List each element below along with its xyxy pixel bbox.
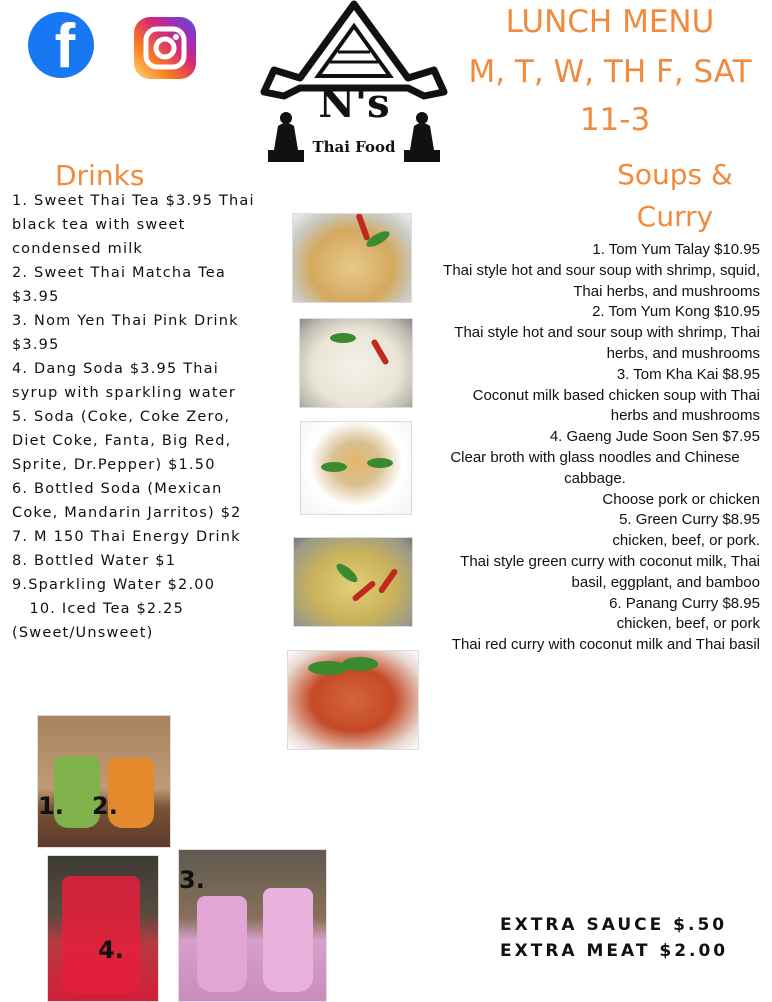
soup-desc: Thai style hot and sour soup with shrimp, squid, Thai herbs, and mushrooms xyxy=(443,261,760,300)
soup-desc: Clear broth with glass noodles and Chinese cabbage. xyxy=(450,448,740,487)
facebook-letter: f xyxy=(54,12,76,78)
curry-title: 6. Panang Curry $8.95 xyxy=(609,594,760,612)
curry-desc: Thai red curry with coconut milk and Thai basil xyxy=(451,636,760,654)
drink-item: 3. Nom Yen Thai Pink Drink $3.95 xyxy=(12,313,239,353)
soup-title: 1. Tom Yum Talay $10.95 xyxy=(592,241,760,258)
pink-drink-photo xyxy=(178,849,327,1002)
photo-number-3: 3. xyxy=(179,866,205,894)
instagram-glyph xyxy=(134,17,196,79)
soups-list xyxy=(430,240,760,656)
curry-title: 5. Green Curry $8.95 xyxy=(619,511,760,529)
logo-name: N's xyxy=(318,80,390,127)
thai-tea-photo xyxy=(37,715,171,848)
menu-days: M, T, W, TH F, SAT xyxy=(468,54,752,90)
soup-title: 4. Gaeng Jude Soon Sen $7.95 xyxy=(549,428,760,446)
drink-item: 1. Sweet Thai Tea $3.95 Thai black tea with sweet condensed milk xyxy=(12,193,255,257)
drink-item: 2. Sweet Thai Matcha Tea $3.95 xyxy=(12,265,226,305)
soup-title: 2. Tom Yum Kong $10.95 xyxy=(592,303,760,321)
extra-meat: EXTRA MEAT $2.00 xyxy=(500,941,729,961)
drink-item: 10. Iced Tea $2.25 (Sweet/Unsweet) xyxy=(12,601,190,641)
curry-desc: Thai style green curry with coconut milk, Thai basil, eggplant, and bamboo xyxy=(460,552,760,591)
facebook-icon[interactable] xyxy=(28,12,94,78)
curry-option: chicken, beef, or pork xyxy=(616,615,760,633)
soups-heading: Soups & Curry xyxy=(617,158,733,233)
dang-soda-photo xyxy=(47,855,159,1002)
green-curry-photo xyxy=(293,537,413,627)
photo-number-2: 2. xyxy=(92,792,118,820)
menu-hours: 11-3 xyxy=(579,102,651,138)
logo-subtitle: Thai Food xyxy=(312,138,396,156)
photo-number-4: 4. xyxy=(98,936,124,964)
menu-title: LUNCH MENU xyxy=(505,4,715,40)
drink-item: 8. Bottled Water $1 xyxy=(12,553,177,569)
drink-item: 7. M 150 Thai Energy Drink xyxy=(12,529,241,545)
photo-number-1: 1. xyxy=(38,792,64,820)
soup-desc: Coconut milk based chicken soup with Thai herbs and mushrooms xyxy=(472,386,760,425)
drinks-heading: Drinks xyxy=(55,159,145,192)
curry-option: chicken, beef, or pork. xyxy=(612,532,760,550)
tom-yum-talay-photo xyxy=(292,213,412,303)
drink-item: 6. Bottled Soda (Mexican Coke, Mandarin Jarritos) $2 xyxy=(12,481,242,521)
soup-option: Choose pork or chicken xyxy=(602,490,760,508)
extra-sauce: EXTRA SAUCE $.50 xyxy=(500,915,728,935)
soup-desc: Thai style hot and sour soup with shrimp, Thai herbs, and mushrooms xyxy=(454,324,760,362)
drink-item: 5. Soda (Coke, Coke Zero, Diet Coke, Fanta, Big Red, Sprite, Dr.Pepper) $1.50 xyxy=(12,409,232,473)
instagram-icon[interactable] xyxy=(134,17,196,79)
soup-title: 3. Tom Kha Kai $8.95 xyxy=(616,365,760,383)
drink-item: 9.Sparkling Water $2.00 xyxy=(12,577,216,593)
extras xyxy=(500,912,740,964)
panang-curry-photo xyxy=(287,650,419,750)
drink-item: 4. Dang Soda $3.95 Thai syrup with sparkling water xyxy=(12,361,237,401)
tom-kha-kai-photo xyxy=(299,318,413,408)
drinks-list xyxy=(12,189,270,645)
gaeng-jude-photo xyxy=(300,421,412,515)
